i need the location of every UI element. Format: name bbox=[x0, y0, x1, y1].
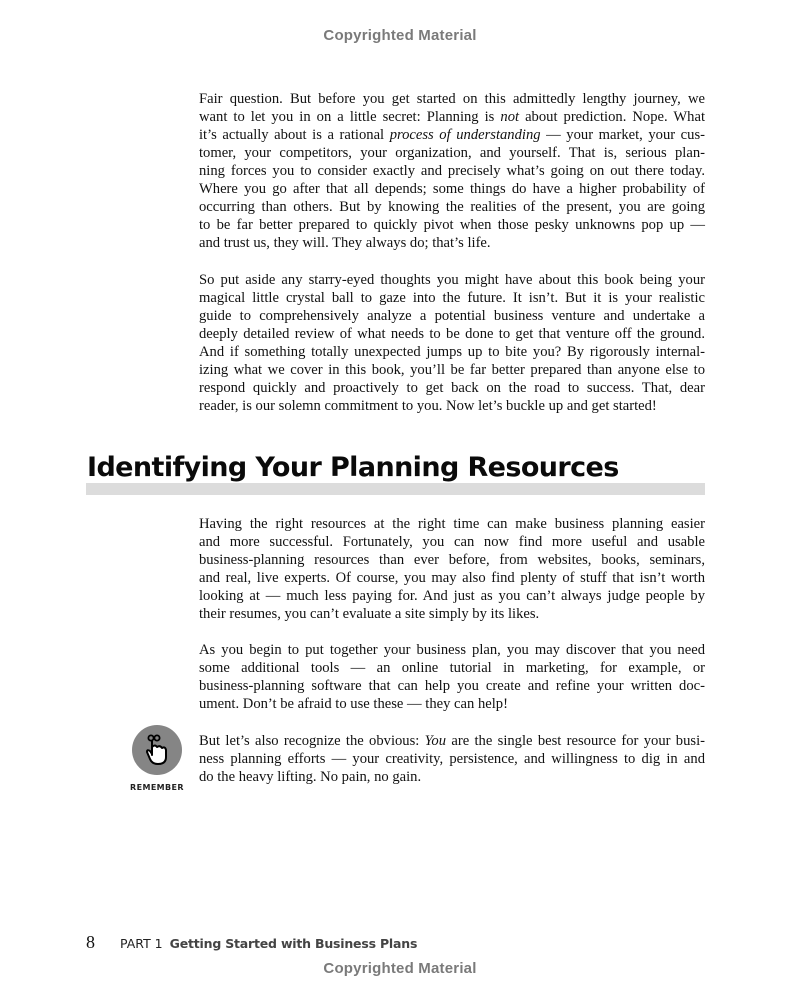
text-line: business-planning software that can help you create and refine your written doc- bbox=[199, 678, 705, 694]
text-line: want to let you in on a little secret: Planning is not about prediction. Nope. What bbox=[199, 109, 705, 125]
text-line: Fair question. But before you get started on this admittedly lengthy journey, we bbox=[199, 91, 705, 107]
remember-label: REMEMBER bbox=[130, 783, 184, 792]
text-line: tomer, your competitors, your organization, and yourself. That is, serious plan- bbox=[199, 145, 705, 161]
remember-callout bbox=[128, 725, 186, 792]
section-heading-block bbox=[86, 450, 705, 496]
text-line: looking at — much less paying for. And just as you can’t always judge people by bbox=[199, 588, 705, 604]
paragraph-fair-question bbox=[199, 90, 705, 252]
text-line: respond quickly and proactively to get back on the road to success. That, dear bbox=[199, 380, 705, 396]
text-line: deeply detailed review of what needs to be done to get that venture off the ground. bbox=[199, 326, 705, 342]
emphasis-text: You bbox=[424, 733, 447, 749]
paragraph-right-resources bbox=[199, 515, 705, 623]
text-line: do the heavy lifting. No pain, no gain. bbox=[199, 769, 422, 785]
text-line: and real, live experts. Of course, you may also find plenty of stuff that isn’t worth bbox=[199, 570, 705, 586]
paragraph-starry-eyed bbox=[199, 271, 705, 415]
text-line: it’s actually about is a rational process of understanding — your market, your cus- bbox=[199, 127, 706, 143]
paragraph-additional-tools bbox=[199, 641, 705, 713]
text-line: Where you go after that all depends; some things do have a higher probability of bbox=[199, 181, 705, 197]
text-line: Having the right resources at the right time can make business planning easier bbox=[199, 516, 705, 532]
text-line: to be far better prepared to quickly pivot when those pesky unknowns pop up — bbox=[199, 217, 705, 233]
text-line: reader, is our solemn commitment to you. Now let’s buckle up and get started! bbox=[199, 398, 657, 414]
text-line: As you begin to put together your business plan, you may discover that you need bbox=[199, 642, 705, 658]
emphasis-text: process of understanding bbox=[389, 127, 541, 143]
heading-underline-bar bbox=[86, 483, 705, 495]
text-line: and more successful. Fortunately, you can now find more useful and usable bbox=[199, 534, 705, 550]
emphasis-text: not bbox=[500, 109, 520, 125]
text-line: their resumes, you can’t evaluate a site simply by its likes. bbox=[199, 606, 540, 622]
paragraph-best-resource bbox=[199, 732, 705, 786]
text-line: some additional tools — an online tutorial in marketing, for example, or bbox=[199, 660, 705, 676]
text-line: occurring than others. But by knowing the realities of the present, you are going bbox=[199, 199, 705, 215]
text-line: and trust us, they will. They always do; that’s life. bbox=[199, 235, 491, 251]
part-title: Getting Started with Business Plans bbox=[169, 936, 418, 951]
page-number: 8 bbox=[86, 932, 95, 952]
text-line: guide to comprehensively analyze a potential business venture and undertake a bbox=[199, 308, 705, 324]
text-line: ness planning efforts — your creativity, persistence, and willingness to dig in and bbox=[199, 751, 705, 767]
text-line: And if something totally unexpected jumps up to bite you? By rigorously internal- bbox=[199, 344, 705, 360]
text-line: But let’s also recognize the obvious: You are the single best resource for your busi- bbox=[199, 733, 705, 749]
text-line: ning forces you to consider exactly and precisely what’s going on out there today. bbox=[199, 163, 705, 179]
copyright-watermark-top: Copyrighted Material bbox=[323, 27, 477, 44]
copyright-watermark-bottom: Copyrighted Material bbox=[323, 960, 477, 977]
text-line: magical little crystal ball to gaze into the future. It isn’t. But it is your realistic bbox=[199, 290, 705, 306]
text-line: izing what we cover in this book, you’ll be far better prepared than anyone else to bbox=[199, 362, 705, 378]
section-heading: Identifying Your Planning Resources bbox=[87, 452, 619, 483]
part-label: PART 1 bbox=[120, 936, 163, 951]
remember-finger-icon bbox=[132, 725, 182, 775]
text-line: So put aside any starry-eyed thoughts you might have about this book being your bbox=[199, 272, 705, 288]
page-footer bbox=[86, 932, 417, 953]
text-line: ument. Don’t be afraid to use these — they can help! bbox=[199, 696, 508, 712]
text-line: business-planning resources than ever before, from websites, books, seminars, bbox=[199, 552, 705, 568]
